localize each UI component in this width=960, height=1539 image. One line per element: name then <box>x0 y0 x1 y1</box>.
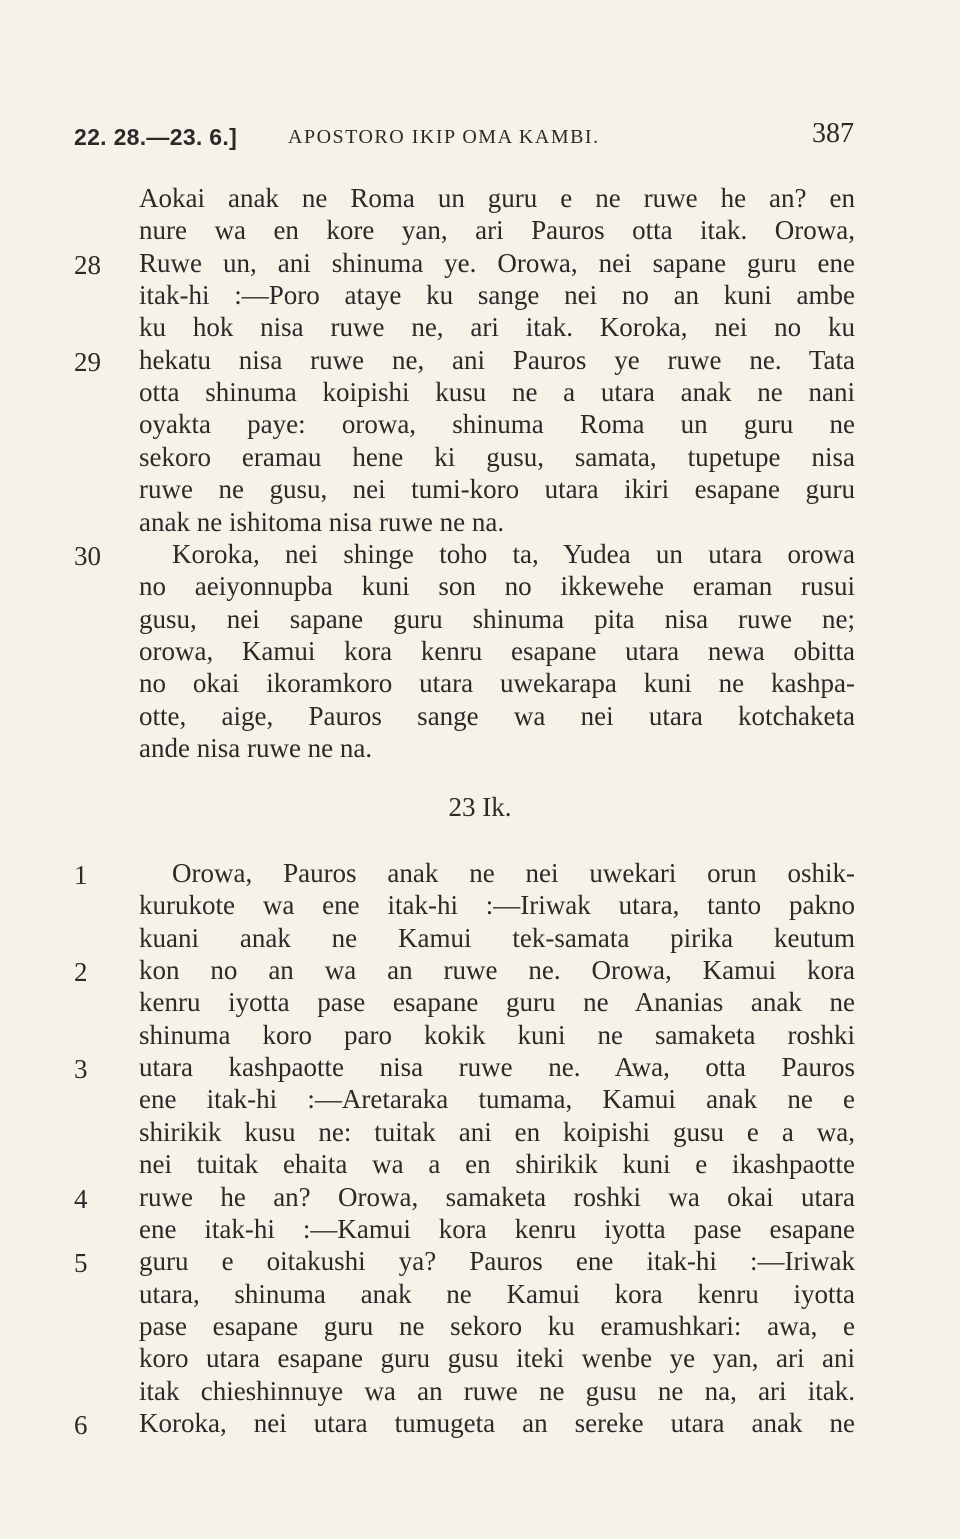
line-text: gusu, nei sapane guru shinuma pita nisa ruwe ne; <box>139 603 855 634</box>
line-text: ande nisa ruwe ne na. <box>139 732 373 763</box>
text-line <box>0 889 960 921</box>
text-line <box>0 1019 960 1051</box>
verse-number: 30 <box>74 540 101 571</box>
line-text: anak ne ishitoma nisa ruwe ne na. <box>139 506 505 537</box>
text-line <box>0 214 960 246</box>
verse-number: 1 <box>74 860 88 890</box>
line-text: guru e oitakushi ya? Pauros ene itak-hi :—Iriwak <box>139 1246 855 1277</box>
line-text: koro utara esapane guru gusu iteki wenbe ye yan, ari ani <box>139 1343 855 1374</box>
verse-number: 28 <box>74 249 101 280</box>
line-text: kurukote wa ene itak-hi :—Iriwak utara, tanto pakno <box>139 890 855 921</box>
text-line <box>0 473 960 505</box>
line-text: ene itak-hi :—Aretaraka tumama, Kamui anak ne e <box>139 1084 855 1115</box>
text-line <box>0 1278 960 1310</box>
line-text: utara, shinuma anak ne Kamui kora kenru iyotta <box>139 1278 855 1309</box>
text-line <box>0 408 960 440</box>
text-line <box>0 667 960 699</box>
line-text: kon no an wa an ruwe ne. Orowa, Kamui kora <box>139 955 855 986</box>
text-line <box>0 732 960 764</box>
text-line <box>0 603 960 635</box>
text-line <box>0 1083 960 1115</box>
text-line <box>0 1148 960 1180</box>
line-text: Koroka, nei utara tumugeta an sereke utara anak ne <box>139 1407 855 1438</box>
text-line <box>0 1213 960 1245</box>
line-text: kuani anak ne Kamui tek-samata pirika keutum <box>139 922 855 953</box>
verse-number: 29 <box>74 346 101 377</box>
verse-number: 5 <box>74 1248 88 1279</box>
line-text: itak chieshinnuye wa an ruwe ne gusu ne na, ari itak. <box>139 1375 855 1406</box>
line-text: otte, aige, Pauros sange wa nei utara kotchaketa <box>139 700 855 731</box>
text-line <box>0 700 960 732</box>
line-text: nure wa en kore yan, ari Pauros otta itak. Orowa, <box>139 215 855 246</box>
text-line <box>0 954 960 986</box>
line-text: Koroka, nei shinge toho ta, Yudea un utara orowa <box>172 538 855 569</box>
text-line <box>0 247 960 279</box>
line-text: sekoro eramau hene ki gusu, samata, tupetupe nisa <box>139 441 855 472</box>
line-text: nei tuitak ehaita wa a en shirikik kuni e ikashpaotte <box>139 1149 855 1180</box>
line-text: ku hok nisa ruwe ne, ari itak. Koroka, nei no ku <box>139 312 855 343</box>
verse-number: 6 <box>74 1409 88 1440</box>
text-line <box>0 1051 960 1083</box>
line-text: oyakta paye: orowa, shinuma Roma un guru ne <box>139 409 855 440</box>
text-line <box>0 1342 960 1374</box>
verse-number: 3 <box>74 1054 88 1085</box>
text-line <box>0 311 960 343</box>
text-line <box>0 1310 960 1342</box>
text-line <box>0 635 960 667</box>
text-line <box>0 922 960 954</box>
line-text: no okai ikoramkoro utara uwekarapa kuni ne kashpa- <box>139 668 855 699</box>
text-line <box>0 279 960 311</box>
line-text: Orowa, Pauros anak ne nei uwekari orun oshik- <box>172 858 855 888</box>
text-line <box>0 441 960 473</box>
line-text: utara kashpaotte nisa ruwe ne. Awa, otta Pauros <box>139 1052 855 1083</box>
line-text: Aokai anak ne Roma un guru e ne ruwe he an? en <box>139 183 855 213</box>
line-text: itak-hi :—Poro ataye ku sange nei no an kuni ambe <box>139 280 855 311</box>
line-text: ene itak-hi :—Kamui kora kenru iyotta pase esapane <box>139 1213 855 1244</box>
text-line <box>0 1181 960 1213</box>
line-text: kenru iyotta pase esapane guru ne Ananias anak ne <box>139 987 855 1018</box>
text-line <box>0 570 960 602</box>
text-line <box>0 182 960 214</box>
line-text: orowa, Kamui kora kenru esapane utara newa obitta <box>139 635 855 666</box>
page-header <box>74 118 854 158</box>
line-text: pase esapane guru ne sekoro ku eramushkari: awa, e <box>139 1310 855 1341</box>
line-text: ruwe ne gusu, nei tumi-koro utara ikiri esapane guru <box>139 474 855 505</box>
text-line <box>0 506 960 538</box>
running-title: APOSTORO IKIP OMA KAMBI. <box>288 126 600 148</box>
line-text: shinuma koro paro kokik kuni ne samaketa roshki <box>139 1019 855 1050</box>
line-text: Ruwe un, ani shinuma ye. Orowa, nei sapane guru ene <box>139 247 855 278</box>
line-text: ruwe he an? Orowa, samaketa roshki wa okai utara <box>139 1181 855 1212</box>
line-text: no aeiyonnupba kuni son no ikkewehe eraman rusui <box>139 571 855 602</box>
text-line <box>0 1375 960 1407</box>
chapter-verse-reference: 22. 28.—23. 6.] <box>74 124 238 150</box>
text-line <box>0 986 960 1018</box>
text-line <box>0 376 960 408</box>
text-line <box>0 1245 960 1277</box>
text-line <box>0 857 960 889</box>
text-line <box>0 344 960 376</box>
page-number: 387 <box>812 118 854 149</box>
verse-number: 2 <box>74 957 88 988</box>
text-line <box>0 1116 960 1148</box>
line-text: shirikik kusu ne: tuitak ani en koipishi gusu e a wa, <box>139 1116 855 1147</box>
chapter-heading: 23 Ik. <box>448 792 512 822</box>
line-text: otta shinuma koipishi kusu ne a utara anak ne nani <box>139 377 855 408</box>
verse-number: 4 <box>74 1183 88 1214</box>
text-line <box>0 1407 960 1439</box>
line-text: hekatu nisa ruwe ne, ani Pauros ye ruwe ne. Tata <box>139 344 855 375</box>
text-line <box>0 538 960 570</box>
